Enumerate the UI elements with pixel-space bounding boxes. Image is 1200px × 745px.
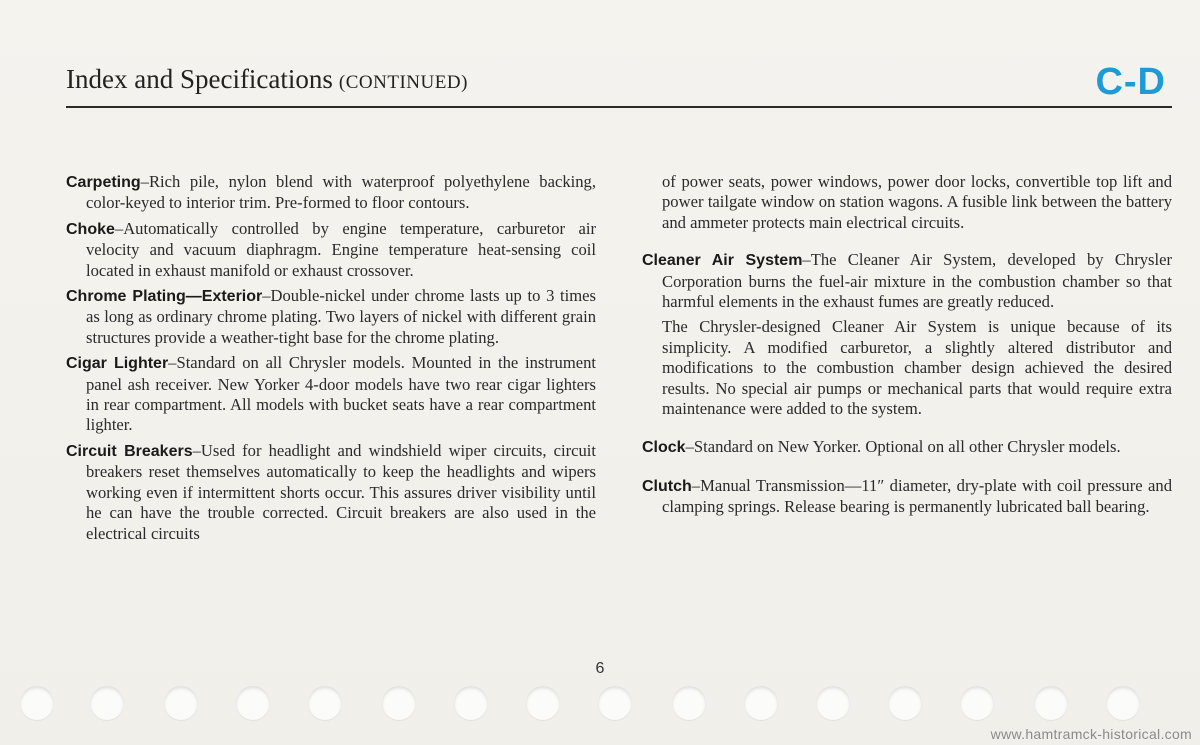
binder-hole [960,686,994,720]
continued-label: (CONTINUED) [338,72,468,93]
binder-hole [1106,686,1140,720]
binder-hole [816,686,850,720]
entry-text: –Double-nickel under chrome lasts up to 3 times as long as ordinary chrome plating. Two layers of nickel with different grain structures provide a weather-tight base for the chrome plating. [86,286,596,347]
entry-cigar-lighter [66,353,596,436]
entry-term: Cleaner Air System [642,252,803,270]
binder-hole [888,686,922,720]
binder-hole [672,686,706,720]
entry-circuit-breakers [66,441,596,544]
entry-text: –Automatically controlled by engine temperature, carburetor air velocity and vacuum diaphragm. Engine temperature heat-sensing coil located in exhaust manifold or exhaust crossover. [86,218,596,280]
binder-hole [164,686,198,720]
entry-term: Chrome Plating—Exterior [66,288,263,306]
section-tag: C-D [1095,61,1166,103]
title-text: Index and Specifications [66,64,333,94]
binder-hole [744,686,778,720]
right-column [642,172,1172,523]
entry-term: Cigar Lighter [66,355,169,373]
binder-hole [90,686,124,720]
left-column [66,172,596,549]
entry-choke [66,219,596,281]
entry-term: Carpeting [66,174,141,191]
continuation-text: of power seats, power windows, power door locks, convertible top lift and power tailgate window on station wagons. A fusible link between the battery and ammeter protects main electrical circuits. [662,172,1172,232]
entry-term: Clutch [642,477,692,495]
entry-text: –Used for headlight and windshield wiper circuits, circuit breakers reset themselves automatically to keep the headlights and wipers working even if intermittent shorts occur. This assures driver visibility until he can have the trouble corrected. Circuit breakers are also used in the electrical circuits [86,440,596,543]
entry-extra-text: The Chrysler-designed Cleaner Air System is unique because of its simplicity. A modified carburetor, a slightly altered distributor and modifications to the combustion chamber design achieved the desired results. No special air pumps or mechanical parts that would require extra maintenance were added to the system. [662,317,1172,419]
binder-hole [454,686,488,720]
page-number: 6 [595,660,605,677]
page-title [66,64,468,95]
binder-hole [20,686,54,720]
entry-text: –Standard on all Chrysler models. Mounted in the instrument panel ash receiver. New Yorker 4-door models have two rear cigar lighters in rear compartment. All models with bucket seats have a rear compartment lighter. [86,353,596,435]
binder-hole [308,686,342,720]
watermark: www.hamtramck-historical.com [990,726,1192,742]
entry-chrome-plating [66,286,596,348]
entry-term: Clock [642,439,686,457]
entry-term: Circuit Breakers [66,442,193,460]
entry-text: –Standard on New Yorker. Optional on all other Chrysler models. [685,437,1121,457]
entry-text: –Rich pile, nylon blend with waterproof polyethylene backing, color-keyed to interior trim. Pre-formed to floor contours. [86,172,596,213]
binder-holes [0,686,1200,726]
entry-clock [642,437,1172,458]
page-header [66,62,1172,110]
binder-hole [382,686,416,720]
entry-text: –The Cleaner Air System, developed by Chrysler Corporation burns the fuel-air mixture in the combustion chamber so that harmful elements in the exhaust fumes are greatly reduced. [662,250,1172,312]
entry-clutch [642,476,1172,518]
header-rule [66,106,1172,108]
entry-carpeting [66,172,596,214]
binder-hole [526,686,560,720]
binder-hole [1034,686,1068,720]
entry-text: –Manual Transmission—11″ diameter, dry-plate with coil pressure and clamping springs. Release bearing is permanently lubricated ball bearing. [662,475,1172,517]
entry-cleaner-air-system [642,250,1172,312]
binder-hole [598,686,632,720]
entry-term: Choke [66,220,115,238]
binder-hole [236,686,270,720]
